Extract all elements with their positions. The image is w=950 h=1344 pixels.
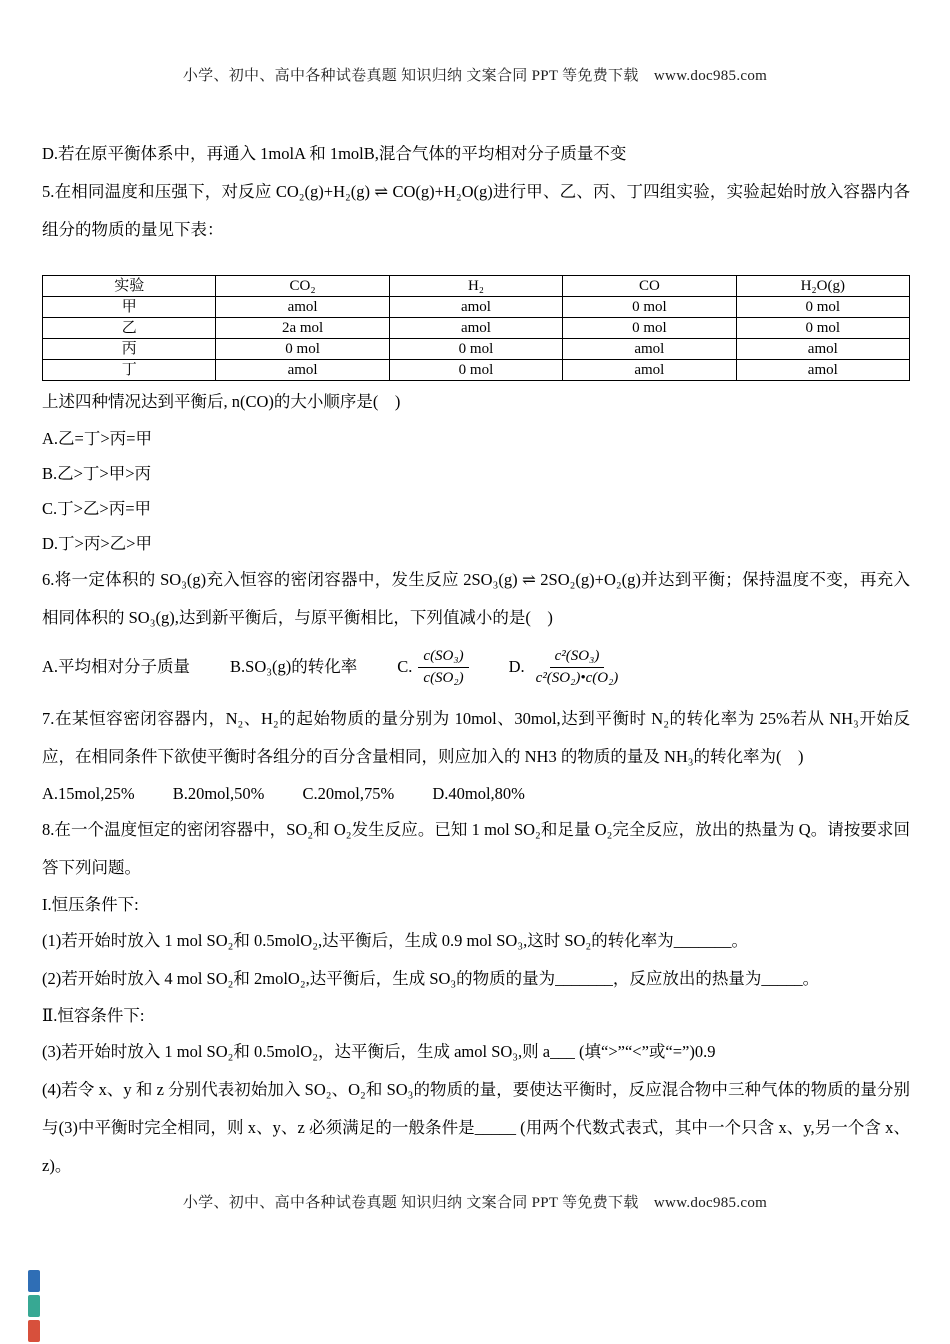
table-cell: amol <box>389 297 562 318</box>
q4-option-d-line: D.若在原平衡体系中，再通入 1molA 和 1molB,混合气体的平均相对分子质量不变 <box>42 144 627 163</box>
q7-option-d: D.40mol,80% <box>432 783 525 803</box>
fraction-denominator: c(SO₂) <box>423 669 464 686</box>
watermark-color-block-blue <box>28 1270 40 1292</box>
watermark-color-block-red <box>28 1320 40 1342</box>
q6-option-c <box>397 647 468 688</box>
q6-option-d <box>509 647 624 688</box>
page-footer: 小学、初中、高中各种试卷真题 知识归纳 文案合同 PPT 等免费下载 www.doc985.com <box>182 1194 768 1211</box>
table-cell: 0 mol <box>736 297 909 318</box>
table-cell: 乙 <box>43 318 216 339</box>
table-row <box>43 297 910 318</box>
question-8-intro: 8.在一个温度恒定的密闭容器中，SO₂和 O₂发生反应。已知 1 mol SO₂和足量 O₂完全反应，放出的热量为 Q。请按要求回答下列问题。 <box>42 819 910 877</box>
table-cell: 2a mol <box>216 318 389 339</box>
q6-option-a: A.平均相对分子质量 <box>42 657 191 677</box>
document-body <box>42 135 910 1185</box>
q6-option-c-label: C. <box>397 657 413 677</box>
table-cell: 0 mol <box>563 318 736 339</box>
q7-option-c: C.20mol,75% <box>302 783 395 803</box>
table-cell: 丙 <box>43 339 216 360</box>
table-cell: 甲 <box>43 297 216 318</box>
q6-option-d-label: D. <box>508 657 525 677</box>
table-cell: 0 mol <box>389 339 562 360</box>
question-5-text: 5.在相同温度和压强下，对反应 CO₂(g)+H₂(g) ⇌ CO(g)+H₂O(g)进行甲、乙、丙、丁四组实验，实验起始时放入容器内各组分的物质的量见下表： <box>42 182 910 239</box>
q5-option-b: B.乙>丁>甲>丙 <box>42 464 152 483</box>
q5-col-experiment: 实验 <box>43 276 216 297</box>
q6-option-c-fraction <box>418 647 468 688</box>
q8-item-1: (1)若开始时放入 1 mol SO₂和 0.5molO₂,达平衡后，生成 0.9 mol SO₃,这时 SO₂的转化率为_______。 <box>42 930 748 950</box>
q8-item-2: (2)若开始时放入 4 mol SO₂和 2molO₂,达平衡后，生成 SO₃的物质的量为_______，反应放出的热量为_____。 <box>42 968 820 988</box>
q5-col-h2: H₂ <box>389 276 562 297</box>
q6-option-d-fraction <box>531 647 624 688</box>
question-7-text: 7.在某恒容密闭容器内，N₂、H₂的起始物质的量分别为 10mol、30mol,达到平衡时 N₂的转化率为 25%若从 NH₃开始反应，在相同条件下欲使平衡时各组分的百分含量相同，则应加入的 NH3 的物质的量及 NH₃的转化率为( ) <box>42 708 910 766</box>
table-row <box>43 318 910 339</box>
table-cell: 0 mol <box>216 339 389 360</box>
table-cell: amol <box>216 360 389 381</box>
table-cell: 0 mol <box>389 360 562 381</box>
table-cell: amol <box>563 360 736 381</box>
watermark-color-block-teal <box>28 1295 40 1317</box>
table-cell: 0 mol <box>736 318 909 339</box>
table-cell: amol <box>736 339 909 360</box>
q8-item-4: (4)若令 x、y 和 z 分别代表初始加入 SO₂、O₂和 SO₃的物质的量，要使达平衡时，反应混合物中三种气体的物质的量分别与(3)中平衡时完全相同，则 x、y、z 必须满足的一般条件是_____ (用两个代数式表式，其中一个只含 x、y,另一个含 x、z)。 <box>42 1079 910 1175</box>
q5-table <box>42 275 910 381</box>
q8-item-3: (3)若开始时放入 1 mol SO₂和 0.5molO₂，达平衡后，生成 amol SO₃,则 a___ (填“>”“<”或“=”)0.9 <box>42 1041 716 1061</box>
q8-section-2: Ⅱ.恒容条件下: <box>42 1005 145 1025</box>
table-cell: 丁 <box>43 360 216 381</box>
q5-table-header-row <box>43 276 910 297</box>
table-cell: amol <box>389 318 562 339</box>
q7-option-a: A.15mol,25% <box>42 783 135 803</box>
q7-option-b: B.20mol,50% <box>172 783 265 803</box>
q8-section-1: I.恒压条件下: <box>42 894 139 914</box>
table-cell: 0 mol <box>563 297 736 318</box>
q5-col-h2o: H₂O(g) <box>736 276 909 297</box>
fraction-numerator: c²(SO₃) <box>550 647 605 668</box>
page-header: 小学、初中、高中各种试卷真题 知识归纳 文案合同 PPT 等免费下载 www.doc985.com <box>182 68 768 84</box>
q6-option-b: B.SO₃(g)的转化率 <box>230 657 358 677</box>
q5-question-line: 上述四种情况达到平衡后, n(CO)的大小顺序是( ) <box>42 392 401 411</box>
q6-options-row <box>42 647 910 688</box>
q5-option-a: A.乙=丁>丙=甲 <box>42 429 152 448</box>
table-cell: amol <box>563 339 736 360</box>
fraction-denominator: c²(SO₂)•c(O₂) <box>535 669 619 686</box>
table-cell: amol <box>216 297 389 318</box>
q5-col-co2: CO₂ <box>216 276 389 297</box>
table-row <box>43 339 910 360</box>
q5-option-c: C.丁>乙>丙=甲 <box>42 499 152 518</box>
table-cell: amol <box>736 360 909 381</box>
fraction-numerator: c(SO₃) <box>418 647 468 668</box>
question-6-text: 6.将一定体积的 SO₃(g)充入恒容的密闭容器中，发生反应 2SO₃(g) ⇌ 2SO₂(g)+O₂(g)并达到平衡；保持温度不变，再充入相同体积的 SO₃(g),达到新平衡后，与原平衡相比，下列值减小的是( ) <box>42 570 910 627</box>
q7-options-row <box>42 776 910 811</box>
q5-col-co: CO <box>563 276 736 297</box>
doc985-logo-watermark <box>28 1270 40 1342</box>
q5-option-d: D.丁>丙>乙>甲 <box>42 534 152 553</box>
table-row <box>43 360 910 381</box>
